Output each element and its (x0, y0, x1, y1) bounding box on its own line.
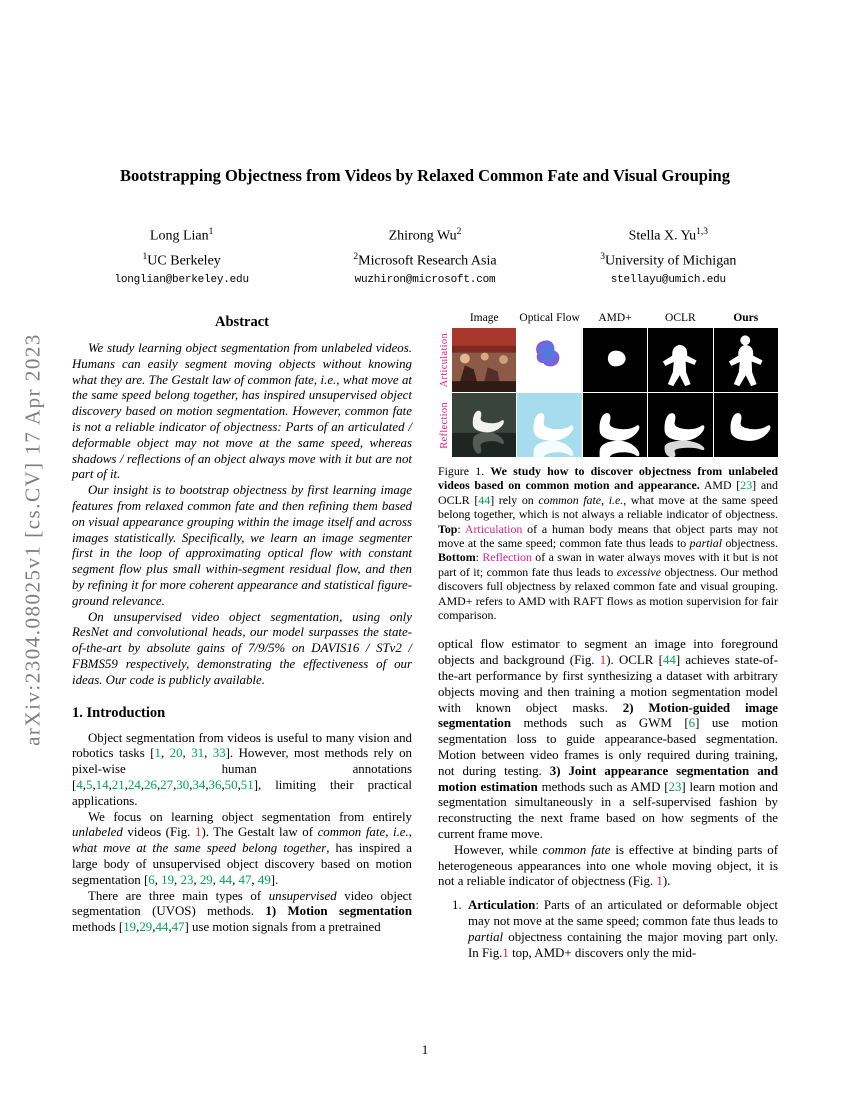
list-marker: 1. (452, 898, 462, 913)
text-segment: , (204, 746, 213, 761)
text-segment: , (182, 746, 192, 761)
list-item-text (468, 898, 778, 959)
figure-1 (438, 312, 778, 622)
abstract-paragraph: We study learning object segmentation from unlabeled videos. Humans can easily segment moving objects without knowing what they are. The Gestalt law of common fate, i.e., what move at the same speed belong together, has inspired unsupervised object discovery based on motion segmentation. However, common fate is not a reliable indicator of objectness: Parts of an articulated / deformable object may not move at the same speed, whereas shadows / reflections of an object always move with it but are not part of it. (72, 341, 412, 482)
citation-link[interactable]: 47 (171, 920, 185, 935)
arxiv-watermark: arXiv:2304.08025v1 [cs.CV] 17 Apr 2023 (20, 333, 45, 746)
text-segment: , (193, 872, 200, 887)
citation-link[interactable]: 23 (740, 478, 753, 493)
text-segment: videos (Fig. (122, 825, 195, 840)
author-3 (547, 222, 790, 290)
citation-link[interactable]: 29 (199, 872, 213, 887)
text-segment: However, while (454, 842, 543, 857)
figure-ref-link[interactable]: 1 (194, 825, 202, 840)
author-2 (303, 222, 546, 290)
text-segment: , (82, 777, 86, 792)
text-segment: ] use motion signals from a pretrained (184, 920, 381, 935)
figure-cell-reflection-oclr-mask (648, 393, 712, 457)
citation-link[interactable]: 19 (161, 872, 175, 887)
text-segment: common fate (317, 825, 386, 840)
text-segment: , (205, 777, 209, 792)
citation-link[interactable]: 23 (668, 779, 682, 794)
body-paragraph (72, 731, 412, 810)
author-name: Long Lian$^1$ (149, 227, 214, 244)
text-segment: Articulation (464, 521, 523, 536)
citation-link[interactable]: 29 (139, 920, 153, 935)
text-segment: , (124, 777, 128, 792)
author-email[interactable]: stellayu@umich.edu (610, 274, 726, 287)
text-segment: 1) Motion segmentation (265, 904, 412, 919)
text-segment: Top (438, 521, 458, 536)
citation-link[interactable]: 36 (208, 777, 222, 792)
paper-title: Bootstrapping Objectness from Videos by Relaxed Common Fate and Visual Grouping (120, 166, 730, 185)
text-segment: We focus on learning object segmentation from entirely (88, 809, 412, 824)
text-segment: of a human body means that object parts may not move at the same speed; common fate thus leads to (438, 521, 779, 551)
citation-link[interactable]: 44 (219, 872, 233, 887)
page-number: 1 (421, 1042, 429, 1057)
body-paragraph (438, 843, 778, 890)
author-name: Zhirong Wu$^2$ (388, 227, 462, 244)
author-block (60, 222, 790, 290)
citation-link[interactable]: 26 (144, 777, 157, 792)
figure-cell-articulation-optical-flow (517, 328, 581, 392)
citation-link[interactable]: 24 (127, 777, 141, 792)
text-segment: excessive (616, 564, 661, 579)
citation-link[interactable]: 14 (95, 777, 109, 792)
citation-link[interactable]: 21 (111, 777, 125, 792)
author-affiliation: $^1$UC Berkeley (142, 251, 221, 269)
text-segment: : (457, 521, 465, 536)
text-segment: , (173, 777, 177, 792)
text-segment: , (601, 492, 609, 507)
text-segment: , (154, 872, 162, 887)
citation-link[interactable]: 44 (662, 653, 676, 668)
text-segment: , (408, 825, 412, 840)
text-segment: : Parts of an articulated or deformable object may not move at the same speed; common fate thus leads to (468, 898, 778, 929)
text-segment: AMD [ (699, 478, 741, 493)
text-segment: , (152, 920, 156, 935)
author-affiliation: $^2$Microsoft Research Asia (353, 251, 497, 269)
text-segment: , has inspired a large body of unsupervised object discovery based on motion segmentation [ (72, 841, 412, 887)
figure-ref-link[interactable]: 1 (656, 874, 663, 889)
text-segment: of a swan in water always moves with it but is not part of it; common fate thus leads to (438, 550, 778, 579)
body-paragraph (438, 637, 778, 842)
figure-ref-link[interactable]: 1 (502, 945, 509, 960)
text-segment: 3) Joint appearance segmentation and motion estimation (438, 763, 778, 794)
text-segment: video object segmentation (UVOS) methods. (72, 888, 412, 919)
text-segment: , what move at the same speed belong together, which is not always a reliable indicator of objectness. (438, 492, 778, 522)
figure-caption (438, 464, 778, 622)
citation-link[interactable]: 30 (176, 777, 190, 792)
text-segment: unlabeled (72, 825, 123, 840)
text-segment: ]. However, most methods rely on pixel-wise human annotations [ (72, 746, 412, 792)
text-segment: i.e. (393, 825, 409, 840)
text-segment: objectness containing the major moving part only. In Fig. (468, 929, 778, 960)
list-item-articulation (452, 898, 778, 961)
left-column (72, 312, 412, 936)
citation-link[interactable]: 33 (212, 746, 226, 761)
citation-link[interactable]: 27 (160, 777, 174, 792)
text-segment: ], limiting their practical applications. (72, 777, 412, 808)
text-segment: top, AMD+ discovers only the mid- (508, 945, 697, 960)
section-heading-introduction: 1. Introduction (72, 704, 166, 721)
author-affiliation: $^3$University of Michigan (600, 251, 737, 269)
text-segment: Object segmentation from videos is useful to many vision and robotics tasks [ (72, 730, 412, 761)
text-segment: common fate (542, 842, 611, 857)
citation-link[interactable]: 44 (155, 920, 169, 935)
text-segment: methods such as AMD [ (537, 779, 669, 794)
text-segment: , (92, 777, 96, 792)
text-segment: is effective at binding parts of heterogeneous appearances into one whole moving object, it is not a reliable indicator of objectness (Fig. (438, 842, 778, 889)
text-segment: , (237, 777, 241, 792)
figure-column-header-image: Image (469, 312, 499, 324)
figure-column-header-oclr: OCLR (665, 312, 696, 324)
text-segment: what move at the same speed belong together (72, 841, 327, 856)
author-email[interactable]: longlian@berkeley.edu (114, 274, 249, 287)
text-segment: , (136, 920, 140, 935)
figure-row-label-reflection: Reflection (439, 401, 450, 449)
citation-link[interactable]: 1 (154, 746, 161, 761)
citation-link[interactable]: 49 (257, 872, 271, 887)
figure-column-header-optical-flow: Optical Flow (519, 312, 580, 324)
text-segment: , (221, 777, 225, 792)
text-segment: partial (689, 536, 723, 551)
text-segment: 2) Motion-guided image segmentation (438, 700, 778, 731)
text-segment: methods [ (72, 920, 124, 935)
figure-cell-articulation-ours-mask (714, 328, 778, 392)
text-segment: Bottom (438, 550, 476, 565)
text-segment: : (475, 550, 483, 565)
text-segment: objectness. (722, 536, 778, 551)
text-segment: common fate (538, 492, 602, 507)
text-segment: Figure 1. (438, 464, 491, 478)
figure-cell-reflection-optical-flow (517, 393, 581, 457)
abstract-heading: Abstract (215, 314, 269, 330)
citation-link[interactable]: 31 (191, 746, 205, 761)
citation-link[interactable]: 6 (688, 716, 696, 731)
figure-cell-articulation-oclr-mask (648, 328, 712, 392)
figure-ref-link[interactable]: 1 (599, 653, 607, 668)
author-email[interactable]: wuzhiron@microsoft.com (354, 274, 496, 287)
text-segment: ] and OCLR [ (438, 478, 778, 507)
citation-link[interactable]: 4 (76, 777, 83, 792)
figure-cell-reflection-image (452, 393, 516, 457)
text-segment: ). The Gestalt law of (201, 825, 318, 840)
text-segment: ). OCLR [ (606, 653, 663, 668)
text-segment: partial (468, 929, 504, 944)
citation-link[interactable]: 34 (192, 777, 206, 792)
text-segment: Articulation (468, 898, 536, 913)
text-segment: ] use motion segmentation loss to guide appearance-based segmentation. Motion between video frames is only required during training, not during testing. (438, 716, 778, 778)
citation-link[interactable]: 47 (238, 872, 252, 887)
text-segment: ] achieves state-of-the-art performance by first synthesizing a dataset with arbitrary objects moving and then training a motion segmentation model with known object masks. (438, 653, 778, 715)
abstract-paragraph: Our insight is to bootstrap objectness by first learning image features from relaxed common fate and then refining them based on visual appearance grouping within the image itself and across images statistically. Specifically, we learn an image segmenter first in the loop of approximating optical flow with constant segment flow plus small within-segment residual flow, and then by refining it for more coherent appearance and statistical figure-ground relevance. (72, 483, 412, 608)
figure-corner (438, 312, 451, 327)
text-segment: i.e. (608, 492, 624, 507)
abstract-paragraph: On unsupervised video object segmentation, using only ResNet and convolutional heads, our model surpasses the state-of-the-art by absolute gains of 7/9/5% on DAVIS16 / STv2 / FBMS59 respectively, demonstrating the effectiveness of our ideas. Our code is publicly available. (72, 609, 412, 687)
citation-link[interactable]: 51 (240, 777, 254, 792)
figure-row-label-articulation: Articulation (439, 332, 450, 388)
text-segment: ] learn motion and segmentation simultaneously in a self-supervised fashion by reconstructing the next frame based on how segments of the current frame move. (438, 779, 778, 842)
text-segment: We study how to discover objectness from unlabeled videos based on common motion and appearance. (438, 464, 778, 493)
citation-link[interactable]: 20 (169, 746, 183, 761)
body-paragraph (72, 889, 412, 936)
citation-link[interactable]: 44 (478, 492, 491, 507)
right-column (438, 312, 778, 961)
author-1 (60, 222, 303, 290)
text-segment: Reflection (482, 550, 532, 565)
citation-link[interactable]: 50 (224, 777, 238, 792)
text-segment: methods such as GWM [ (511, 716, 689, 731)
text-segment: , (174, 872, 181, 887)
text-segment: , (140, 777, 145, 792)
text-segment: ]. (270, 872, 279, 887)
citation-link[interactable]: 19 (123, 920, 137, 935)
figure-column-header-ours: Ours (733, 312, 759, 324)
text-segment: , (189, 777, 193, 792)
text-segment: ). (662, 874, 671, 889)
text-segment: , (168, 920, 172, 935)
figure-grid (438, 312, 778, 457)
text-segment: , (160, 746, 170, 761)
citation-link[interactable]: 6 (148, 872, 155, 887)
figure-column-header-amd: AMD+ (598, 312, 632, 324)
figure-cell-articulation-amd-mask (583, 328, 647, 392)
figure-cell-reflection-amd-mask (583, 393, 647, 457)
figure-cell-articulation-image (452, 328, 516, 392)
text-segment: objectness. Our method discovers full objectness by relaxed common fate and visual grouping. AMD+ refers to AMD with RAFT flows as motion supervision for fair comparison. (438, 564, 778, 623)
body-paragraph (72, 810, 412, 889)
figure-cell-reflection-ours-mask (714, 393, 778, 457)
text-segment: ] rely on (490, 492, 539, 507)
text-segment: , (212, 872, 220, 887)
text-segment: , (251, 872, 258, 887)
text-segment: There are three main types of (88, 888, 269, 903)
text-segment: unsupervised (268, 888, 337, 903)
text-segment: , (156, 777, 161, 792)
text-segment: , (108, 777, 112, 792)
text-segment: optical flow estimator to segment an image into foreground objects and background (Fig. (438, 637, 778, 668)
citation-link[interactable]: 23 (180, 872, 194, 887)
citation-link[interactable]: 5 (85, 777, 93, 792)
text-segment: , (232, 872, 239, 887)
text-segment: , (385, 825, 393, 840)
author-name: Stella X. Yu$^{1,3}$ (628, 227, 709, 244)
